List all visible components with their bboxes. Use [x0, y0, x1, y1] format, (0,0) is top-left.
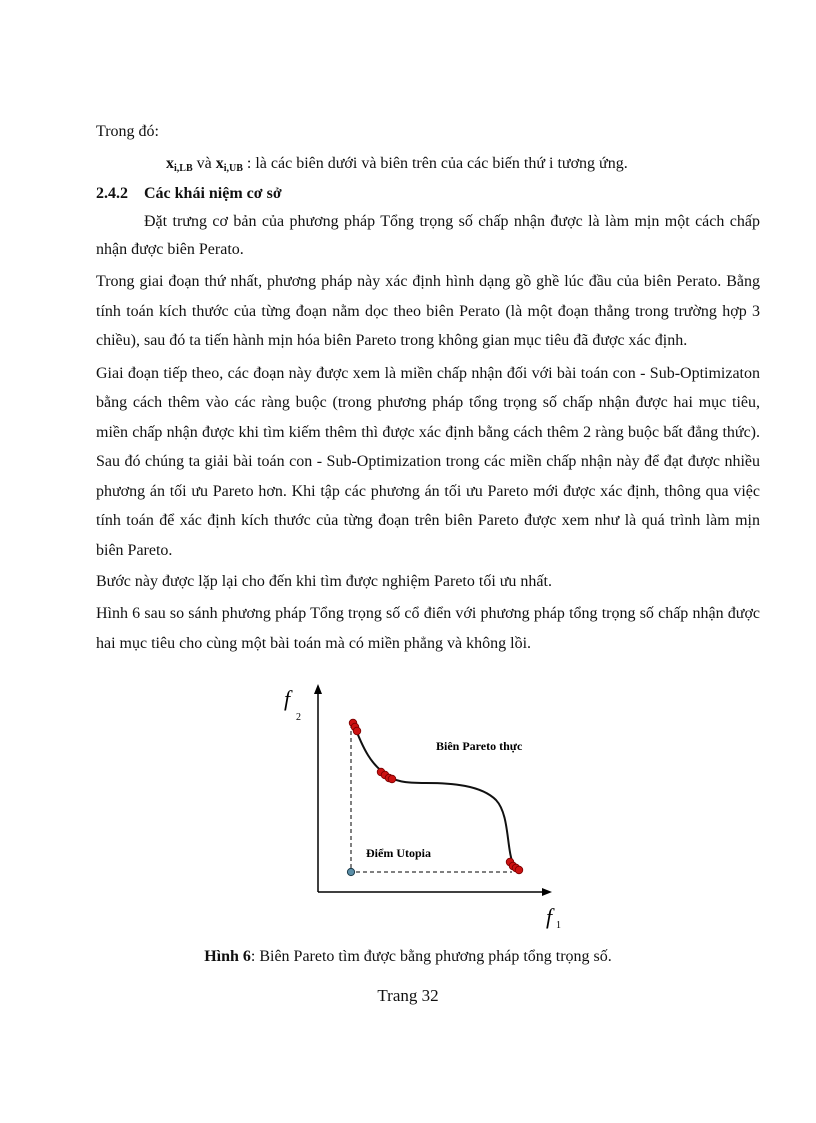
x-axis-arrow — [542, 888, 552, 896]
caption-text: : Biên Pareto tìm được bằng phương pháp tổng trọng số. — [250, 948, 612, 965]
section-title: Các khái niệm cơ sở — [144, 185, 282, 202]
x-axis-sub: 1 — [556, 920, 561, 930]
page-number: Trang 32 — [377, 986, 439, 1005]
intro-label — [96, 118, 760, 146]
lower-bound-var: x — [166, 155, 174, 172]
utopia-point — [347, 868, 354, 875]
bounds-definition — [166, 150, 766, 183]
y-axis-label: f — [284, 686, 291, 711]
upper-bound-var: x — [215, 155, 224, 172]
caption-label: Hình 6 — [204, 948, 251, 965]
y-axis-sub: 2 — [296, 712, 301, 723]
paragraph-5: Hình 6 sau so sánh phương pháp Tổng trọng số cổ điển với phương pháp tổng trọng số chấp nhận được hai mục tiêu cho cùng một bài toán mà có miền phẳng và không lồi. — [96, 605, 760, 652]
figure-caption — [0, 948, 816, 966]
x-axis-label: f — [546, 904, 553, 929]
pareto-point — [388, 775, 396, 783]
section-heading — [96, 180, 760, 208]
pareto-diagram — [276, 680, 566, 930]
pareto-point — [515, 866, 523, 874]
curve-label: Biên Pareto thực — [436, 739, 523, 753]
lower-bound-sub: i,LB — [174, 163, 193, 174]
pareto-figure — [276, 680, 566, 930]
paragraph-1: Đặt trưng cơ bản của phương pháp Tổng trọng số chấp nhận được là làm mịn một cách chấp nhận được biên Perato. — [96, 213, 760, 258]
y-axis-arrow — [314, 684, 322, 694]
paragraph-4: Bước này được lặp lại cho đến khi tìm được nghiệm Pareto tối ưu nhất. — [96, 573, 552, 590]
pareto-point — [353, 727, 361, 735]
paragraph-3: Giai đoạn tiếp theo, các đoạn này được xem là miền chấp nhận đối với bài toán con - Sub-Optimizaton bằng cách thêm vào các ràng buộc (trong phương pháp tổng trọng số chấp nhận được hai mục tiêu, miền chấp nhận được khi tìm kiếm thêm thì được xác định bằng cách thêm 2 ràng buộc bất đẳng thức). Sau đó chúng ta giải bài toán con - Sub-Optimization trong các miền chấp nhận này để đạt được nhiều phương án tối ưu Pareto hơn. Khi tập các phương án tối ưu Pareto mới được xác định, thông qua việc tính toán để xác định kích thước của từng đoạn trên biên Pareto được xem như là quá trình làm mịn biên Pareto. — [96, 364, 760, 559]
paragraph-2: Trong giai đoạn thứ nhất, phương pháp này xác định hình dạng gồ ghề lúc đầu của biên Perato. Bằng tính toán kích thước của từng đoạn nằm dọc theo biên Perato (là một đoạn thẳng trong trường hợp 3 chiều), sau đó ta tiến hành mịn hóa biên Pareto trong không gian mục tiêu đã được xác định. — [96, 273, 760, 349]
utopia-label: Điểm Utopia — [366, 846, 431, 860]
intro-label-text: Trong đó: — [96, 123, 159, 140]
body-text — [96, 208, 760, 658]
upper-bound-sub: i,UB — [223, 163, 243, 174]
bounds-text: : là các biên dưới và biên trên của các biến thứ i tương ứng. — [246, 155, 628, 172]
bounds-conj: và — [196, 155, 212, 172]
section-number: 2.4.2 — [96, 185, 128, 202]
